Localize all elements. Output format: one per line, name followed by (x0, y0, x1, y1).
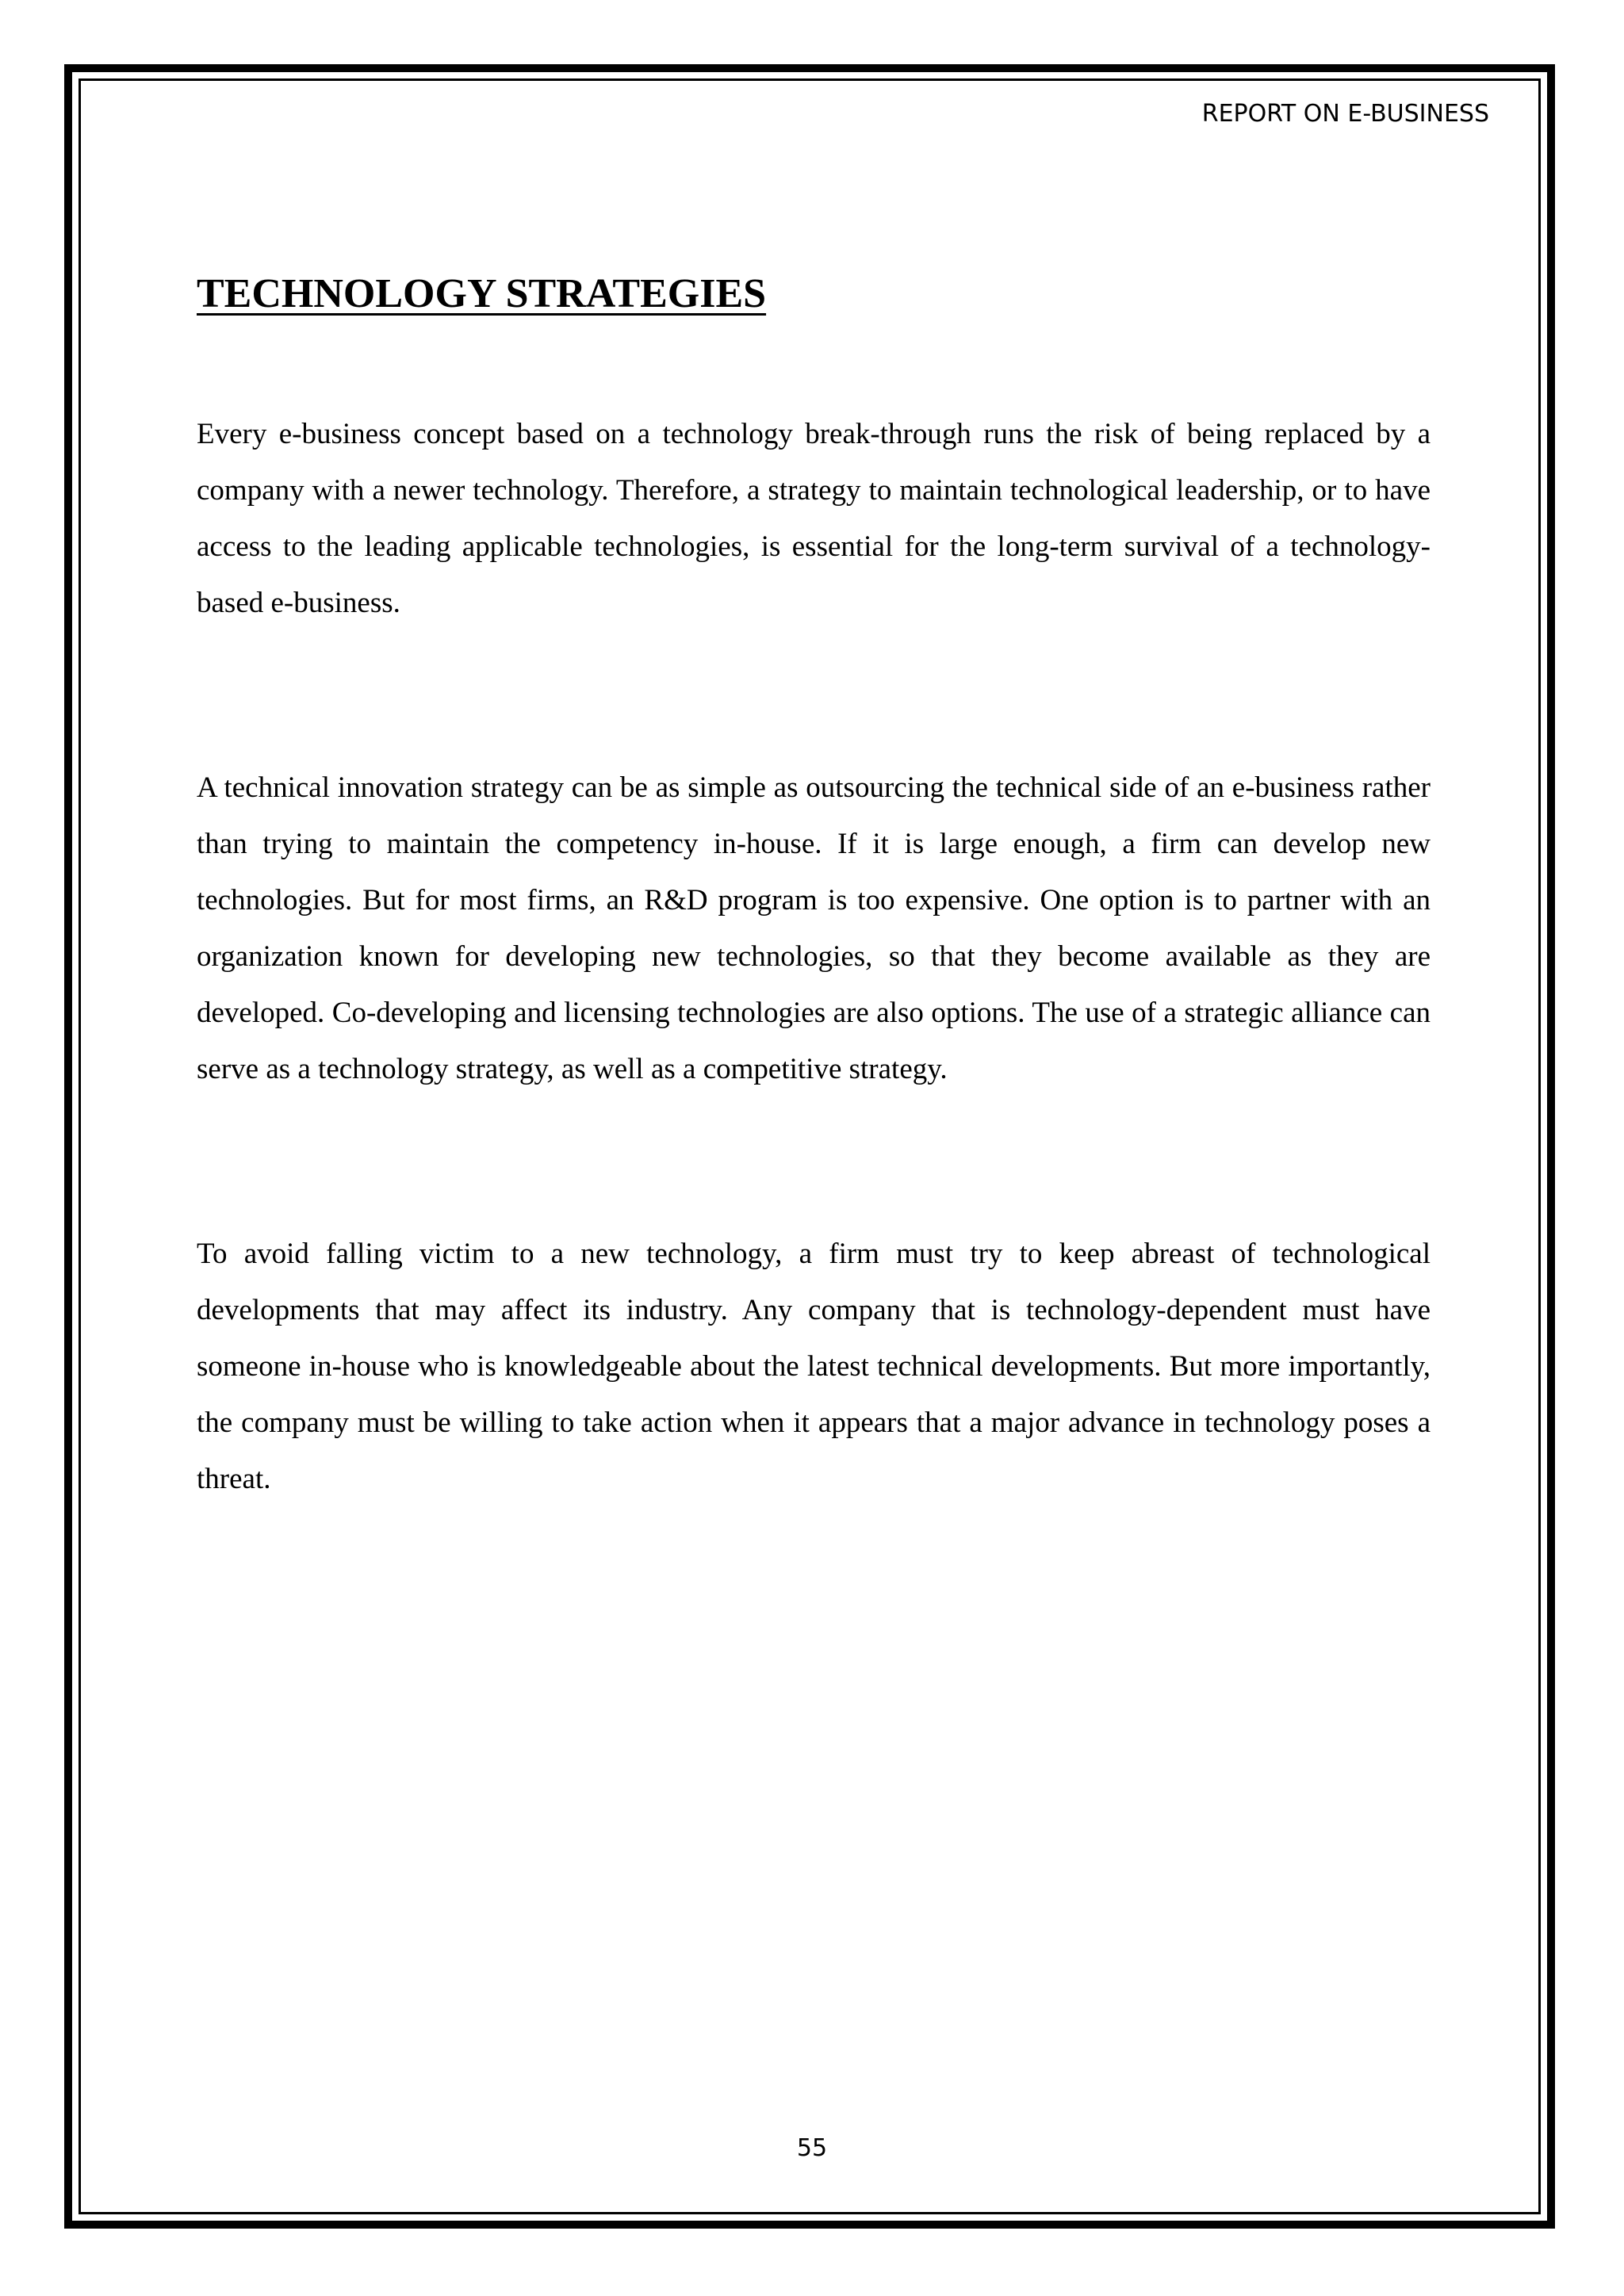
paragraph-2: A technical innovation strategy can be as simple as outsourcing the technical side of an e-business rather than trying to maintain the competency in-house. If it is large enough, a firm can develop new technologies. But for most firms, an R&D program is too expensive. One option is to partner with an organization known for developing new technologies, so that they become available as they are developed. Co-developing and licensing technologies are also options. The use of a strategic alliance can serve as a technology strategy, as well as a competitive strategy. (197, 771, 1431, 1086)
section-title: TECHNOLOGY STRATEGIES (197, 271, 767, 316)
page-number: 55 (796, 2134, 828, 2162)
page-content (197, 270, 1431, 1507)
paragraph-1: Every e-business concept based on a technology break-through runs the risk of being replaced by a company with a newer technology. Therefore, a strategy to maintain technological leadership, or to have access to the leading applicable technologies, is essential for the long-term survival of a technology-based e-business. (197, 418, 1431, 620)
paragraph-3: To avoid falling victim to a new technology, a firm must try to keep abreast of technological developments that may affect its industry. Any company that is technology-dependent must have someone in-house who is knowledgeable about the latest technical developments. But more importantly, the company must be willing to take action when it appears that a major advance in technology poses a threat. (197, 1238, 1431, 1496)
running-header: REPORT ON E-BUSINESS (1201, 100, 1489, 128)
